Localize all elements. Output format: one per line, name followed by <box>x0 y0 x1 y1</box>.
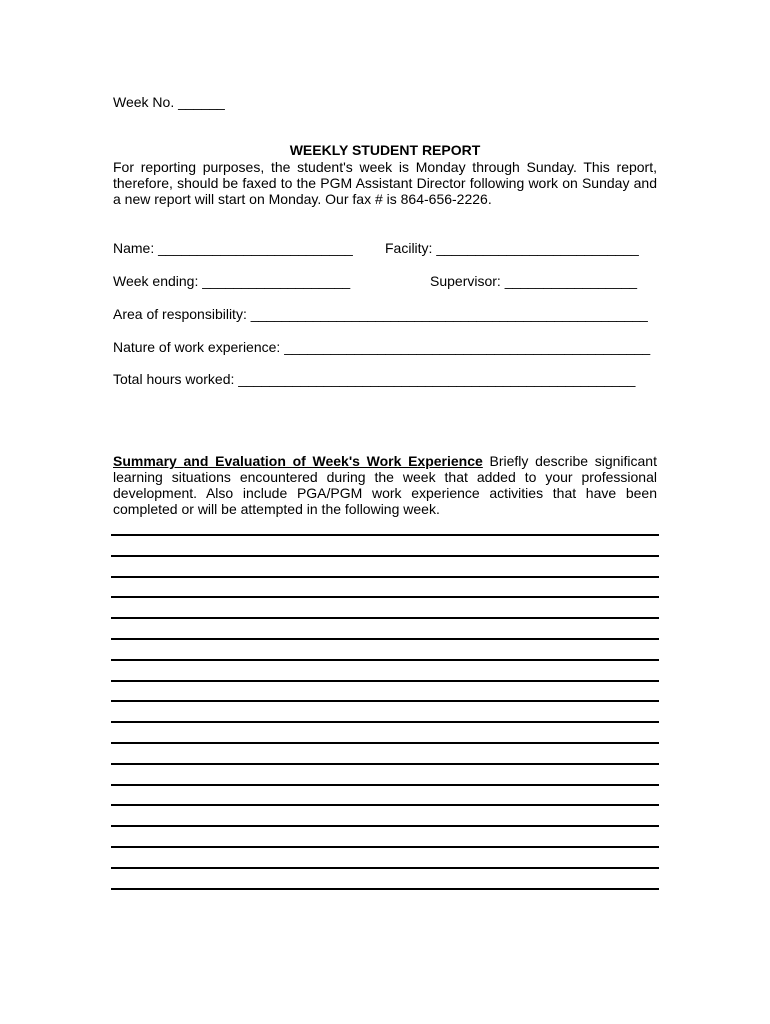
writing-line <box>111 888 659 890</box>
writing-line <box>111 742 659 744</box>
writing-line <box>111 680 659 682</box>
writing-line <box>111 638 659 640</box>
intro-paragraph: For reporting purposes, the student's week is Monday through Sunday. This report, therefore, should be faxed to the PGM Assistant Director following work on Sunday and a new report will start on Monday. Our fax # is 864-656-2226. <box>113 159 657 207</box>
summary-paragraph <box>113 453 657 517</box>
writing-line <box>111 659 659 661</box>
week-number-field: Week No. ______ <box>113 94 225 110</box>
writing-line <box>111 721 659 723</box>
writing-line <box>111 763 659 765</box>
facility-field: Facility: __________________________ <box>385 240 639 256</box>
writing-line <box>111 576 659 578</box>
writing-line <box>111 846 659 848</box>
summary-heading: Summary and Evaluation of Week's Work Experience <box>113 453 483 469</box>
name-field: Name: _________________________ <box>113 240 353 256</box>
supervisor-field: Supervisor: _________________ <box>430 273 638 289</box>
writing-line <box>111 617 659 619</box>
writing-line <box>111 804 659 806</box>
week-ending-field: Week ending: ___________________ <box>113 273 351 289</box>
page-title: WEEKLY STUDENT REPORT <box>289 142 481 158</box>
writing-line <box>111 596 659 598</box>
writing-line <box>111 867 659 869</box>
summary-text: Briefly describe significant learning situations encountered during the week that added to your professional development. Also include PGA/PGM work experience activities that have been completed or will be attempted in the following week. <box>113 453 657 517</box>
writing-line <box>111 700 659 702</box>
writing-line <box>111 555 659 557</box>
writing-line <box>111 534 659 536</box>
writing-line <box>111 825 659 827</box>
area-of-responsibility-field: Area of responsibility: ___________________________________________________ <box>113 306 648 322</box>
writing-line <box>111 784 659 786</box>
nature-of-work-field: Nature of work experience: _______________________________________________ <box>113 339 651 355</box>
total-hours-field: Total hours worked: ___________________________________________________ <box>113 371 636 387</box>
